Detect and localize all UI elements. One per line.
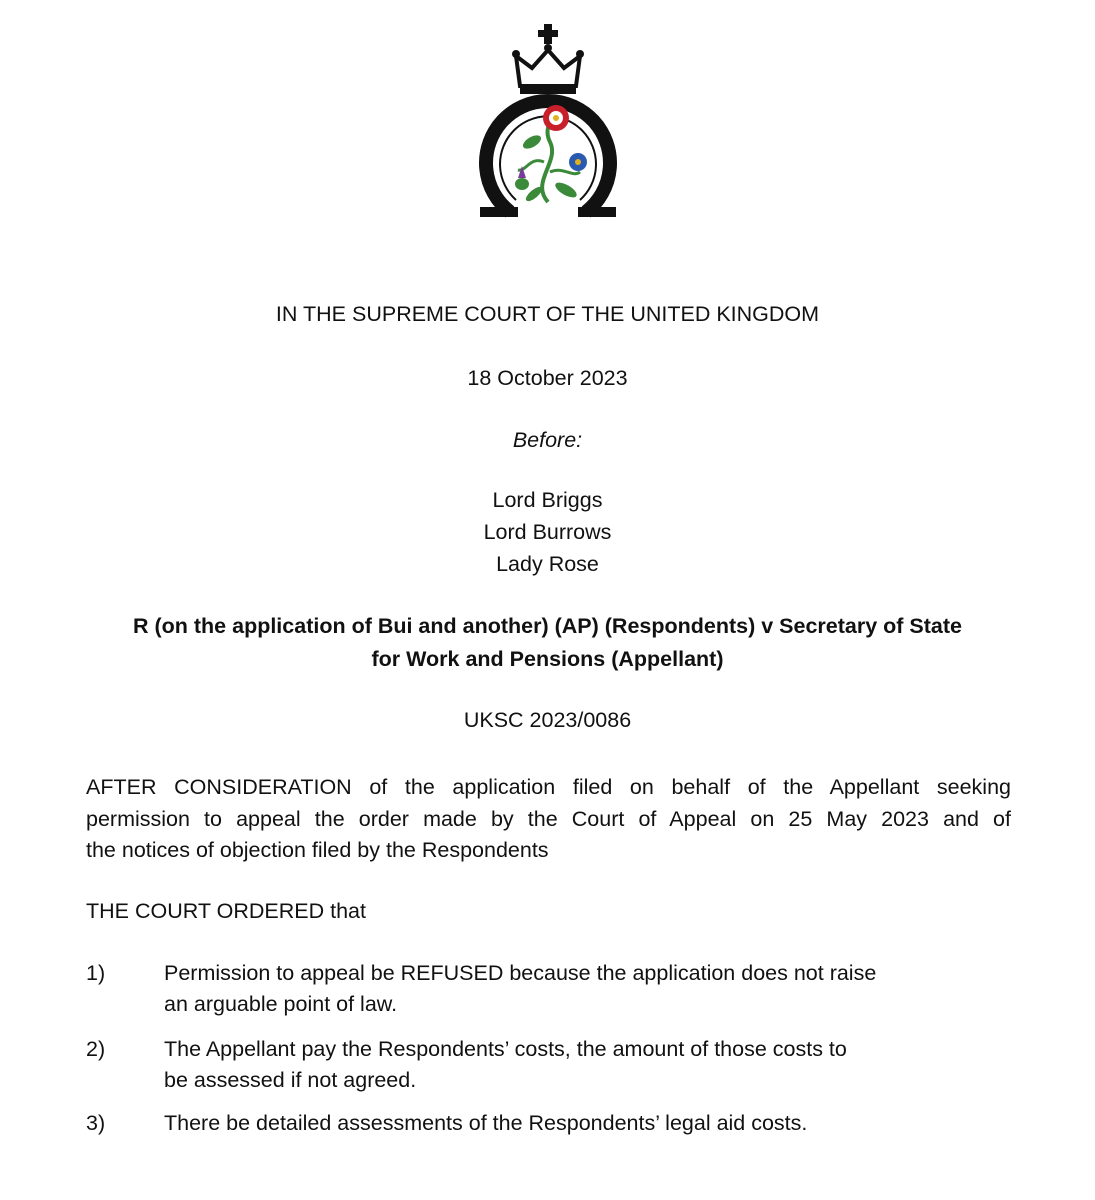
case-name bbox=[0, 610, 1095, 676]
supreme-court-emblem bbox=[460, 22, 636, 250]
order-text-line: The Appellant pay the Respondents’ costs, the amount of those costs to bbox=[164, 1037, 847, 1061]
judge-name: Lord Burrows bbox=[483, 520, 612, 544]
judges-list bbox=[0, 484, 1095, 580]
consideration-paragraph bbox=[86, 772, 1011, 867]
order-text bbox=[164, 1034, 964, 1096]
order-number: 3) bbox=[86, 1111, 106, 1135]
order-text bbox=[164, 1108, 964, 1139]
order-text-line: be assessed if not agreed. bbox=[164, 1068, 417, 1092]
judge-name: Lord Briggs bbox=[492, 488, 603, 512]
before-label: Before: bbox=[512, 428, 583, 452]
paragraph-line: permission to appeal the order made by the Court of Appeal on 25 May 2023 and of bbox=[86, 806, 1011, 831]
floral-emblem-icon bbox=[515, 105, 587, 203]
paragraph-line: the notices of objection filed by the Respondents bbox=[86, 838, 549, 862]
order-text bbox=[164, 958, 964, 1020]
case-name-line: R (on the application of Bui and another) (AP) (Respondents) v Secretary of State bbox=[132, 614, 963, 638]
case-number: UKSC 2023/0086 bbox=[463, 708, 632, 732]
order-text-line: There be detailed assessments of the Respondents’ legal aid costs. bbox=[164, 1111, 808, 1135]
paragraph-line: AFTER CONSIDERATION of the application filed on behalf of the Appellant seeking bbox=[86, 775, 1011, 799]
order-number: 2) bbox=[86, 1037, 106, 1061]
court-ordered-heading: THE COURT ORDERED that bbox=[86, 899, 366, 923]
crown-icon bbox=[512, 24, 584, 94]
order-text-line: Permission to appeal be REFUSED because the application does not raise bbox=[164, 961, 877, 985]
judge-name: Lady Rose bbox=[496, 552, 599, 576]
case-name-line: for Work and Pensions (Appellant) bbox=[371, 647, 724, 671]
emblem-svg bbox=[460, 22, 636, 250]
order-number: 1) bbox=[86, 961, 106, 985]
order-date: 18 October 2023 bbox=[467, 366, 628, 390]
order-text-line: an arguable point of law. bbox=[164, 992, 398, 1016]
court-title: IN THE SUPREME COURT OF THE UNITED KINGDOM bbox=[275, 302, 820, 326]
